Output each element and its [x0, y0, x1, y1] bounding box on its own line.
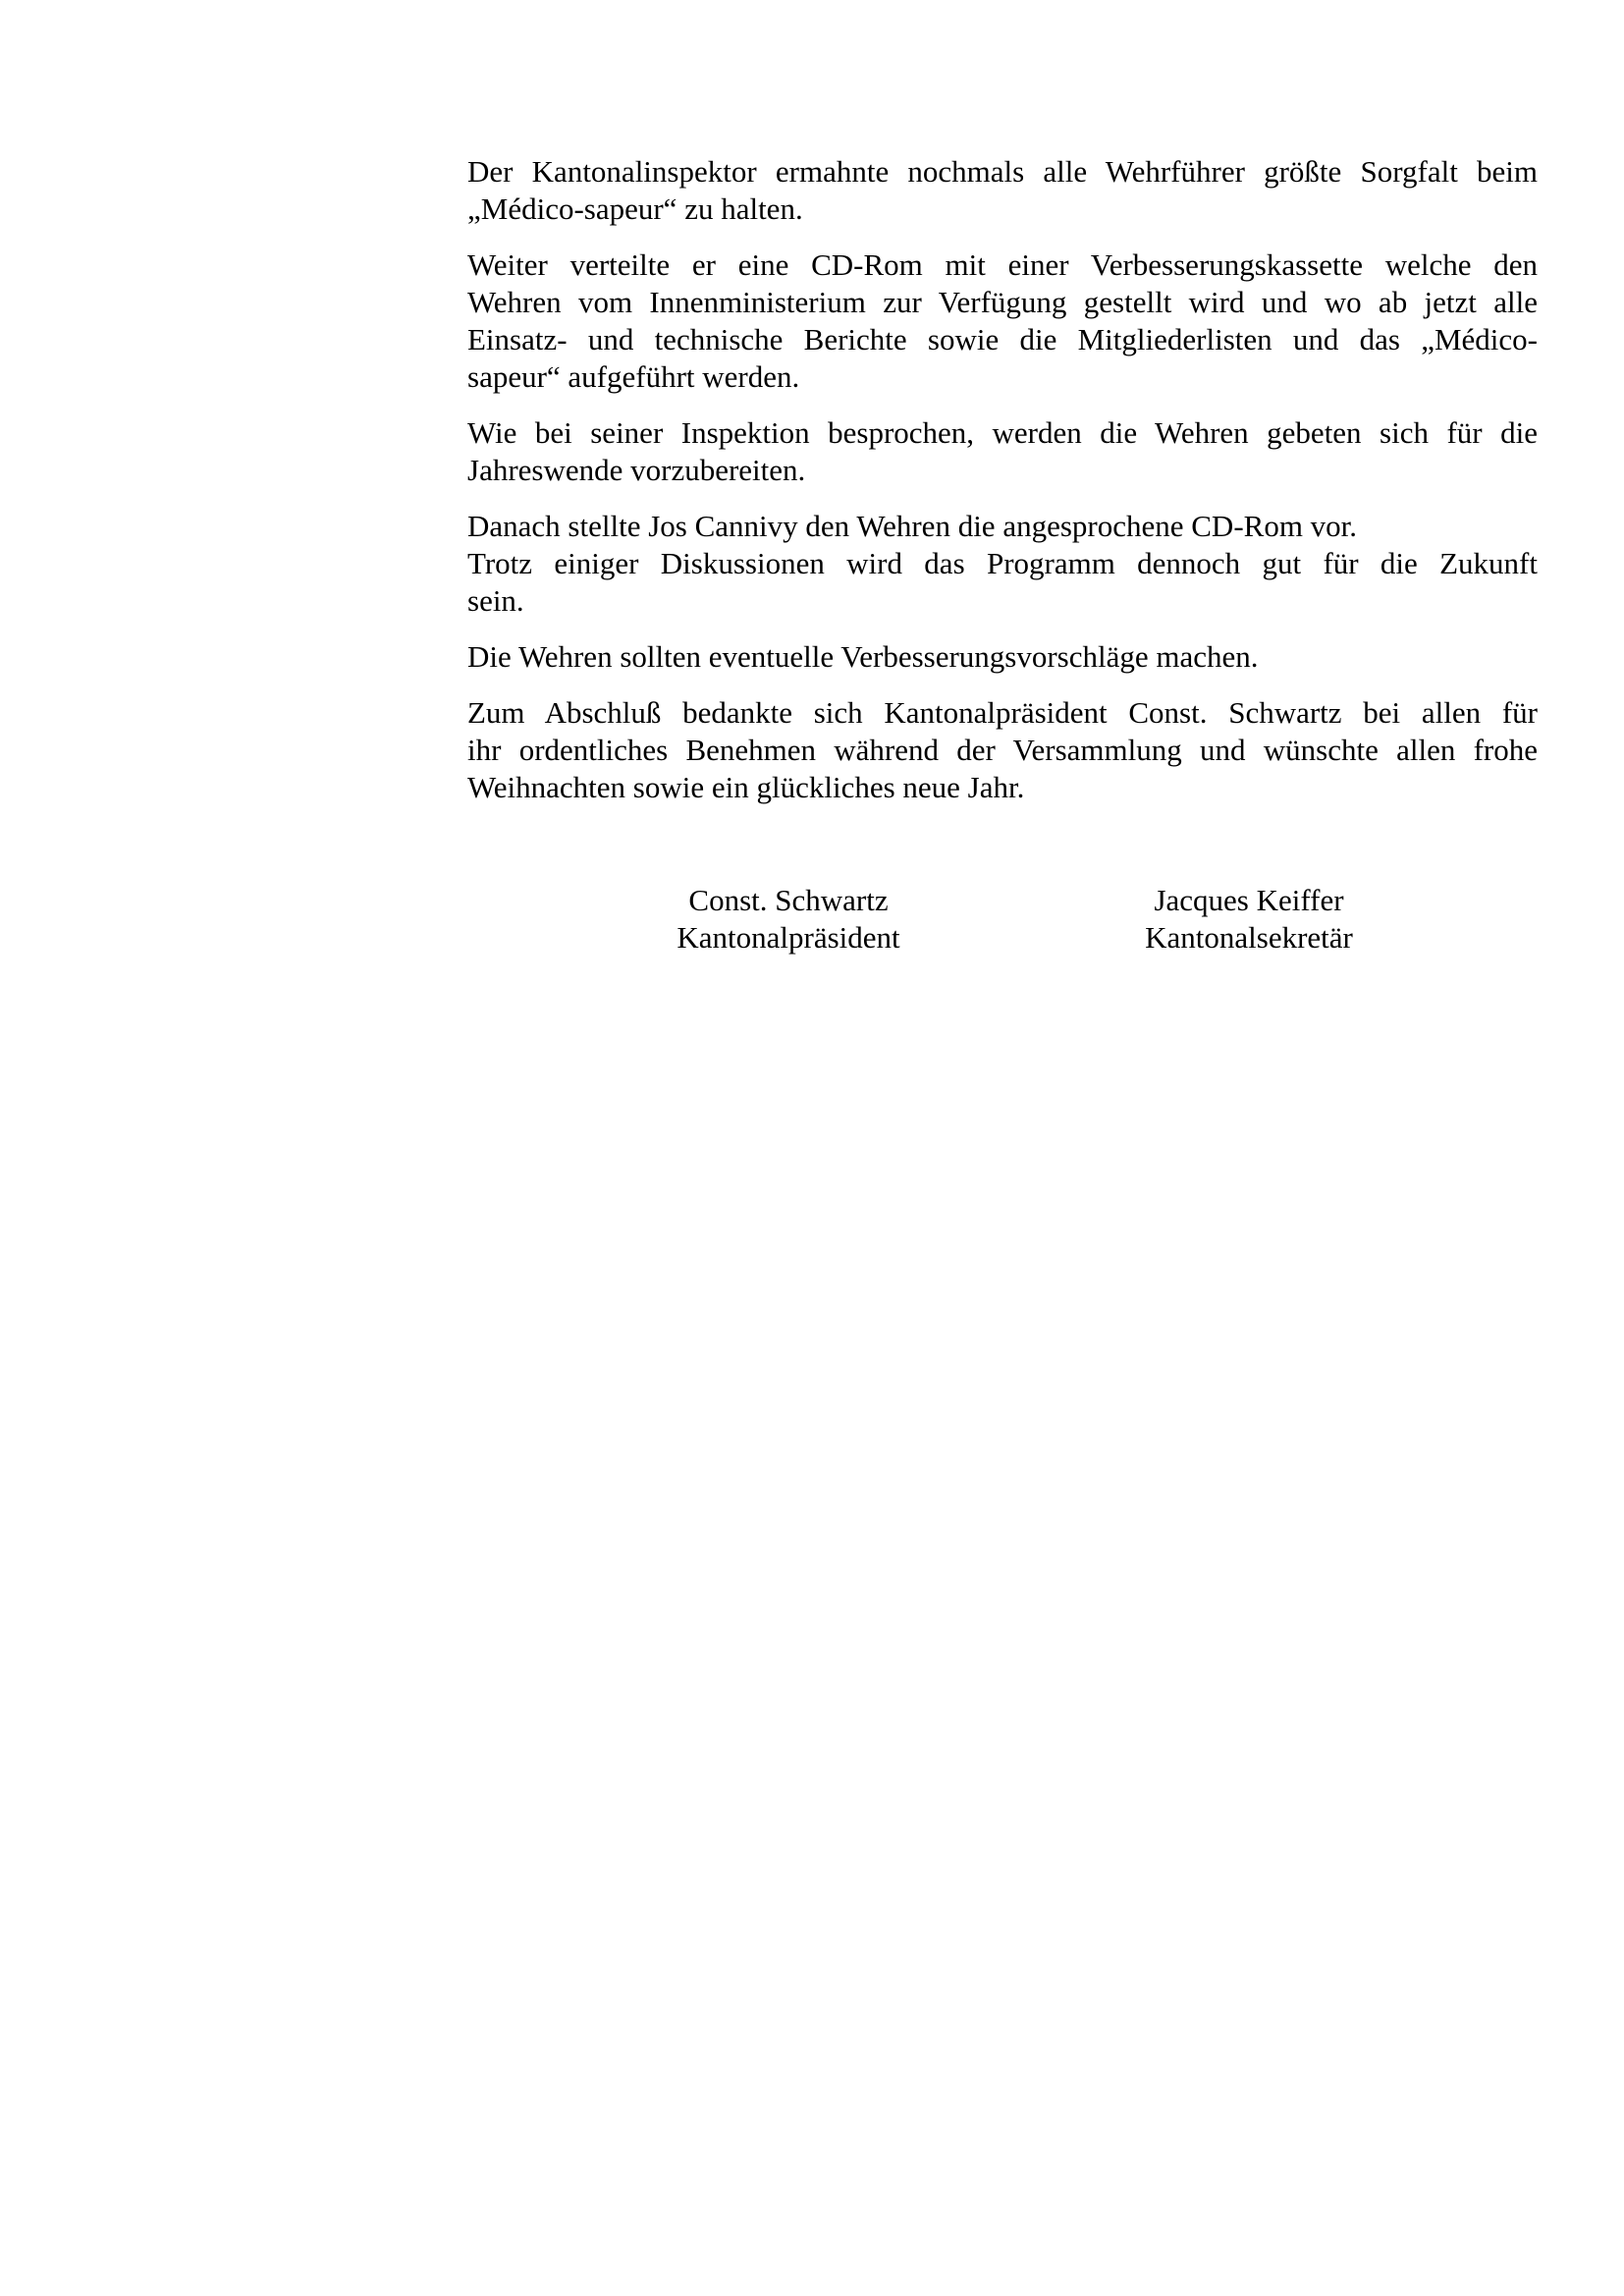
paragraph-line: Der Kantonalinspektor ermahnte nochmals alle Wehrführer größte Sorgfalt beim: [467, 154, 1538, 189]
signature-title: Kantonalsekretär: [1145, 920, 1353, 955]
paragraph-line: Die Wehren sollten eventuelle Verbesserungsvorschläge machen.: [467, 639, 1259, 674]
paragraph-3: [467, 414, 1538, 489]
paragraph-line: sein.: [467, 583, 524, 618]
paragraph-line: Wie bei seiner Inspektion besprochen, werden die Wehren gebeten sich für die: [467, 415, 1538, 450]
paragraph-4: [467, 508, 1538, 620]
paragraph-line: Zum Abschluß bedankte sich Kantonalpräsident Const. Schwartz bei allen für: [467, 695, 1538, 730]
paragraph-line: Weiter verteilte er eine CD-Rom mit einer Verbesserungskassette welche den: [467, 247, 1538, 282]
paragraph-line: Wehren vom Innenministerium zur Verfügung gestellt wird und wo ab jetzt alle: [467, 285, 1538, 319]
paragraph-2: [467, 246, 1538, 396]
paragraph-line: Einsatz- und technische Berichte sowie die Mitgliederlisten und das „Médico-: [467, 322, 1538, 356]
paragraph-1: [467, 153, 1538, 228]
paragraph-line: Trotz einiger Diskussionen wird das Programm dennoch gut für die Zukunft: [467, 546, 1538, 580]
signature-title: Kantonalpräsident: [677, 920, 900, 955]
signature-secretary: [1053, 882, 1445, 957]
paragraph-line: Danach stellte Jos Cannivy den Wehren die angesprochene CD-Rom vor.: [467, 509, 1358, 543]
paragraph-line: sapeur“ aufgeführt werden.: [467, 359, 800, 394]
paragraph-line: ihr ordentliches Benehmen während der Versammlung und wünschte allen frohe: [467, 733, 1538, 767]
paragraph-line: Weihnachten sowie ein glückliches neue Jahr.: [467, 770, 1025, 804]
signature-name: Jacques Keiffer: [1154, 883, 1344, 917]
paragraph-5: [467, 638, 1538, 676]
paragraph-6: [467, 694, 1538, 806]
paragraph-line: „Médico-sapeur“ zu halten.: [467, 191, 803, 226]
signature-name: Const. Schwartz: [688, 883, 889, 917]
body-text: [467, 153, 1538, 825]
paragraph-line: Jahreswende vorzubereiten.: [467, 453, 806, 487]
signature-president: [592, 882, 985, 957]
